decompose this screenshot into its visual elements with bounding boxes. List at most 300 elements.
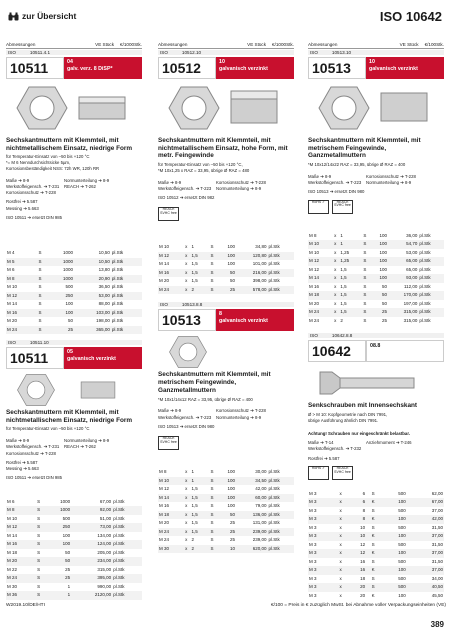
table-cell: 31,50	[431, 541, 443, 547]
table-cell: M 24	[158, 286, 182, 295]
table-cell: 20,90	[74, 275, 111, 284]
table-cell: M 3	[308, 515, 335, 524]
table-row	[158, 528, 294, 537]
table-cell: S	[207, 269, 217, 278]
strength-class: 8	[219, 311, 222, 318]
table-cell: S	[34, 326, 46, 335]
table-row	[308, 283, 444, 292]
product-desc	[6, 154, 142, 171]
references	[158, 408, 294, 430]
table-cell: 500	[398, 490, 406, 496]
ref-link[interactable]: Werkstoffeigensch. ➔ T-223	[158, 185, 212, 191]
ref-link[interactable]: Normunterteilung ➔ 8-9	[366, 180, 412, 186]
table-row	[308, 558, 444, 567]
article-code: 10511.10	[29, 340, 49, 346]
table-cell: 13,80	[98, 267, 110, 273]
table-cell: 100	[380, 515, 407, 524]
reach-badge: REACh SVHC free	[332, 200, 353, 214]
table-cell: pl.Stk	[267, 545, 294, 554]
replaced-note: ISO 10511 ➔ ersetzt DIN 985	[6, 214, 63, 220]
table-cell: M 10	[308, 240, 331, 249]
strength-class: 08.8	[370, 343, 381, 350]
ref-link[interactable]: Maße ➔ 8-9	[308, 173, 332, 179]
table-cell: S	[38, 250, 42, 256]
table-cell: M 20	[309, 300, 320, 306]
table-cell: x	[182, 286, 190, 295]
table-cell: x	[182, 269, 190, 278]
table-cell: S	[33, 591, 44, 600]
table-cell: M 18	[308, 291, 331, 300]
table-cell: M 3	[308, 498, 335, 507]
table-cell: M 3	[309, 575, 317, 581]
article-badge	[64, 347, 142, 369]
table-cell: x	[331, 308, 339, 317]
table-cell: 20	[360, 592, 366, 598]
table-cell: pl.Stk	[418, 257, 444, 266]
references	[158, 180, 294, 202]
binoculars-icon	[8, 12, 19, 21]
table-cell: 54,70	[388, 240, 418, 249]
table-cell: M 10	[309, 249, 320, 255]
article-subheader	[6, 340, 142, 345]
ref-link[interactable]: Werkstoffeigensch. ➔ T-223	[308, 180, 362, 186]
table-cell: 131,00	[252, 520, 267, 526]
references	[308, 174, 444, 196]
table-cell: pl.Stk	[113, 549, 125, 555]
table-cell: 10,50	[98, 250, 110, 256]
table-row	[6, 515, 142, 524]
rostfrei-link[interactable]: Rostfrei ➔ 5.587	[308, 455, 340, 461]
desc-line: für Temperatur-Einsatz von –50 bis +120 °C,	[158, 162, 243, 168]
table-cell: 50	[382, 283, 388, 289]
table-cell: M 30	[158, 545, 182, 554]
table-cell: 100	[227, 469, 235, 475]
table-cell: 2	[190, 286, 207, 295]
warning-note: Achtung! Schrauben nur eingeschränkt belastbar.	[308, 431, 410, 437]
table-cell: 1,5	[190, 252, 207, 261]
table-cell: 1,5	[339, 291, 360, 300]
ref-link[interactable]: REACH ➔ T-262	[64, 444, 96, 450]
table-row	[308, 257, 444, 266]
product-title: Senkschrauben mit Innensechskant	[308, 402, 418, 410]
table-cell: 53,00	[406, 249, 418, 255]
desc-line: *M 10x1,25 x RAZ = 33,95, übrige Ø RAZ = 480	[158, 167, 250, 173]
table-cell: M 3	[308, 583, 335, 592]
table-cell: 1	[190, 477, 207, 486]
column-header	[6, 42, 142, 49]
table-cell: 100	[217, 477, 236, 486]
table-cell: x	[182, 252, 190, 261]
ref-link[interactable]: Werkstoffeigensch. ➔ T-231	[6, 444, 60, 450]
page-footer	[6, 603, 446, 608]
back-label: zur Übersicht	[22, 11, 77, 21]
table-cell: M 20	[159, 520, 170, 526]
table-cell: S	[33, 523, 44, 532]
table-cell: M 4	[7, 250, 15, 256]
article-number: 10512	[158, 57, 216, 79]
table-row	[6, 566, 142, 575]
product-title: Sechskantmuttern mit Klemmteil, mit nichtmetallischem Einsatz, niedrige Form	[6, 409, 133, 424]
table-cell: 10	[217, 545, 236, 554]
table-row	[6, 249, 142, 258]
table-cell: M 6	[7, 498, 15, 504]
table-cell: 60,00	[236, 494, 267, 503]
column-header	[308, 42, 444, 49]
table-cell: M 5	[6, 258, 34, 267]
product-image	[158, 79, 294, 137]
article-code: 10642.8.8	[331, 333, 353, 339]
table-cell: M 6	[7, 267, 15, 273]
table-cell: S	[34, 292, 46, 301]
finish-label: galvanisch verzinkt	[369, 65, 418, 72]
table-cell: pl.Stk	[267, 477, 294, 486]
table-cell: 50	[370, 291, 388, 300]
table-cell: 1,5	[340, 283, 347, 289]
table-cell: 100	[398, 592, 406, 598]
table-cell: 100	[370, 257, 388, 266]
table-cell: 500	[398, 524, 406, 530]
product-title: Sechskantmuttern mit Klemmteil, mit nichtmetallischem Einsatz, hohe Form, mit metr. Feingewinde	[158, 137, 288, 160]
table-cell: 67,00	[407, 498, 444, 507]
table-cell: pl.Stk	[113, 532, 125, 538]
table-cell: S	[38, 267, 42, 273]
table-cell: S	[371, 575, 375, 581]
article-code: 10511.4.1	[29, 50, 51, 55]
desc-line: *M 10x12/14x22 RAZ = 33,95, übrige Ø RAZ = 400	[308, 162, 406, 168]
ref-link[interactable]: Maße ➔ 8-9	[158, 408, 182, 414]
table-cell: pl.Stk	[418, 240, 444, 249]
table-cell: S	[207, 528, 217, 537]
table-cell: 25	[229, 537, 235, 543]
finish-label: galvanisch verzinkt	[219, 65, 268, 72]
table-cell: 1	[191, 469, 194, 475]
price-table	[308, 232, 444, 326]
messing-link[interactable]: Messing ➔ 5.663	[6, 466, 39, 472]
table-cell: 65,00	[406, 266, 418, 272]
table-cell: 100	[380, 549, 407, 558]
table-row	[308, 240, 444, 249]
table-cell: M 12	[6, 523, 33, 532]
hex-nut-icon	[16, 85, 68, 131]
table-cell: x	[185, 278, 188, 284]
table-cell: M 8	[6, 275, 34, 284]
table-cell: x	[182, 494, 190, 503]
table-cell: 1000	[46, 275, 74, 284]
table-cell: 50	[229, 278, 235, 284]
table-row	[308, 291, 444, 300]
table-cell: M 12	[158, 252, 182, 261]
ref-link[interactable]: Korrosionsschutz ➔ T-228	[366, 173, 416, 179]
rostfrei-link[interactable]: Rostfrei ➔ 5.587	[6, 199, 38, 205]
ref-link[interactable]: Normunterteilung ➔ 8-9	[64, 438, 110, 444]
table-cell: pl.Stk	[267, 269, 294, 278]
table-row	[6, 300, 142, 309]
table-cell: 1000	[44, 506, 71, 515]
table-cell: M 36	[6, 591, 33, 600]
ref-link[interactable]: Werkstoffeigensch. ➔ T-231	[6, 183, 60, 189]
table-row	[6, 591, 142, 600]
ref-link[interactable]: Korrosionsschutz ➔ T-228	[6, 190, 56, 196]
table-row	[308, 532, 444, 541]
table-cell: 45,50	[431, 592, 443, 598]
table-cell: S	[371, 524, 375, 530]
table-cell: 1,25	[339, 257, 360, 266]
product-image	[308, 362, 444, 402]
table-row	[158, 519, 294, 528]
table-cell: pl.Stk	[113, 583, 125, 589]
table-cell: 25	[370, 308, 388, 317]
reach-badge: REACh SVHC free	[158, 207, 179, 221]
table-cell: x	[185, 486, 188, 492]
table-cell: pl.Stk	[111, 309, 142, 318]
table-cell: pl.Stk	[268, 486, 280, 492]
replaced-note: ISO 10512 ➔ ersetzt DIN 982	[158, 195, 215, 201]
product-desc	[158, 162, 294, 174]
table-cell: M 14	[308, 274, 331, 283]
ref-link[interactable]: REACH ➔ T-262	[64, 183, 96, 189]
table-cell: S	[210, 244, 214, 250]
table-cell: 500	[380, 583, 407, 592]
table-cell: S	[207, 511, 217, 520]
table-cell: pl.Stk	[111, 301, 124, 307]
table-cell: pl.Stk	[268, 278, 280, 284]
table-cell: 100	[46, 309, 74, 318]
strength-class: 04	[67, 59, 73, 65]
table-cell: M 3	[309, 524, 317, 530]
table-cell: x	[331, 291, 339, 300]
rohs-badge: RoHS ✓	[308, 200, 329, 214]
table-cell: S	[210, 503, 214, 509]
table-cell: 198,00	[96, 318, 110, 324]
table-cell: 100	[380, 566, 407, 575]
table-cell: pl.Stk	[418, 291, 444, 300]
page-number: 389	[430, 620, 444, 629]
table-cell: 62,00	[431, 490, 443, 496]
table-cell: 2	[190, 545, 207, 554]
table-row	[158, 260, 294, 269]
table-cell: 20	[347, 583, 367, 592]
table-cell: x	[335, 566, 347, 575]
table-cell: 25	[217, 528, 236, 537]
table-cell: M 16	[6, 540, 33, 549]
table-cell: S	[33, 557, 44, 566]
table-cell: 53,00	[74, 292, 111, 301]
table-cell: x	[185, 469, 188, 475]
ref-link[interactable]: Werkstoffeigensch. ➔ T-232	[308, 446, 362, 452]
table-row	[308, 524, 444, 533]
table-cell: 40,50	[407, 583, 444, 592]
reach-badge: REACh SVHC free	[158, 436, 179, 450]
table-cell: pl.Stk	[267, 252, 294, 261]
table-cell: 100	[217, 494, 236, 503]
table-cell: 37,00	[431, 507, 443, 513]
table-cell: 30,00	[255, 469, 267, 475]
table-cell: S	[371, 490, 375, 496]
strength-class: 10	[369, 59, 375, 65]
rostfrei-link[interactable]: Rostfrei ➔ 5.587	[6, 459, 38, 465]
header-price: €/1000Stk.	[272, 42, 294, 47]
table-cell: pl.Stk	[112, 540, 142, 549]
table-cell: 100	[380, 498, 407, 507]
ref-link[interactable]: Korrosionsschutz ➔ T-228	[216, 408, 266, 414]
table-cell: S	[360, 308, 370, 317]
table-cell: 100	[227, 261, 235, 267]
table-cell: 67,00	[99, 498, 112, 504]
article-number: 10511	[6, 57, 64, 79]
table-cell: pl.Stk	[111, 326, 142, 335]
iso-label: ISO	[310, 333, 318, 339]
article-number: 10642	[308, 340, 366, 362]
iso-label: ISO	[310, 50, 318, 55]
desc-line: Ø > M 10: Kopfgeometrie nach DIN 7991,	[308, 411, 388, 417]
table-row	[308, 515, 444, 524]
table-cell: 205,00	[97, 549, 112, 555]
table-cell: 315,00	[403, 317, 418, 323]
table-cell: 500	[398, 558, 406, 564]
column-header	[158, 42, 294, 49]
messing-link[interactable]: Messing ➔ 5.663	[6, 205, 39, 211]
table-cell: 34,80	[255, 244, 267, 250]
table-cell: 1,25	[340, 249, 350, 255]
table-cell: 73,00	[71, 523, 112, 532]
table-cell: pl.Stk	[418, 274, 444, 283]
table-cell: x	[334, 249, 337, 255]
table-cell: S	[360, 257, 370, 266]
table-cell: x	[331, 257, 339, 266]
ref-link[interactable]: Maße ➔ 8-9	[6, 438, 30, 444]
desc-line: *= M 6 Nenndurchsichtsicke 5µm,	[6, 160, 71, 166]
ref-link[interactable]: Maße ➔ 8-9	[158, 179, 182, 185]
table-row	[158, 511, 294, 520]
table-cell: 50	[217, 511, 236, 520]
table-cell: M 10	[7, 515, 18, 521]
ref-link[interactable]: Normunterteilung ➔ 8-9	[216, 185, 262, 191]
table-cell: x	[339, 507, 342, 513]
ref-link[interactable]: Normunterteilung ➔ 8-9	[64, 177, 110, 183]
table-cell: 620,00	[236, 545, 267, 554]
table-cell: M 16	[309, 283, 320, 289]
table-cell: S	[34, 258, 46, 267]
table-cell: S	[360, 274, 370, 283]
table-cell: pl.Stk	[268, 537, 280, 543]
table-row	[308, 575, 444, 584]
table-cell: S	[37, 498, 41, 504]
table-cell: 2	[340, 317, 343, 323]
table-cell: M 12	[308, 257, 331, 266]
table-cell: pl.Stk	[268, 244, 280, 250]
table-cell: 239,00	[236, 528, 267, 537]
table-cell: 1,5	[339, 308, 360, 317]
ref-link[interactable]: Normunterteilung ➔ 8-9	[216, 414, 262, 420]
table-cell: pl.Stk	[419, 266, 431, 272]
table-cell: 1,5	[191, 520, 198, 526]
table-cell: M 14	[159, 261, 170, 267]
table-cell: 37,00	[407, 549, 444, 558]
table-cell: S	[207, 494, 217, 503]
table-cell: S	[363, 283, 367, 289]
table-cell: 12	[347, 549, 367, 558]
table-cell: S	[33, 506, 44, 515]
table-cell: pl.Stk	[111, 292, 142, 301]
table-cell: pl.Stk	[113, 515, 125, 521]
table-row	[308, 308, 444, 317]
table-row	[6, 266, 142, 275]
ref-link[interactable]: Anziehmoment ➔ T-246	[366, 440, 412, 446]
table-cell: S	[363, 232, 367, 238]
table-cell: M 16	[6, 309, 34, 318]
table-cell: 1,5	[339, 274, 360, 283]
header-abmessungen: Abmessungen	[308, 42, 338, 47]
table-cell: pl.Stk	[419, 300, 431, 306]
ref-link[interactable]: Maße ➔ 8-9	[6, 177, 30, 183]
table-cell: 25	[44, 574, 71, 583]
price-table	[158, 243, 294, 294]
replaced-note: ISO 10511 ➔ ersetzt DIN 985	[6, 475, 63, 481]
table-cell: pl.Stk	[419, 249, 431, 255]
table-row	[6, 506, 142, 515]
table-cell: 2	[191, 537, 194, 543]
table-cell: x	[185, 537, 188, 543]
desc-line: für Temperatur-Einsatz von –50 bis +120 °C	[6, 426, 90, 432]
hex-nut-side-icon	[78, 93, 126, 123]
ref-link[interactable]: Werkstoffeigensch. ➔ T-223	[158, 414, 212, 420]
replaced-note: ISO 10513 ➔ ersetzt DIN 980	[308, 189, 365, 195]
table-cell: 1	[44, 591, 71, 600]
table-cell: 25	[46, 326, 74, 335]
table-cell: M 3	[308, 549, 335, 558]
hex-nut-side-icon	[230, 87, 278, 127]
iso-label: ISO	[160, 302, 168, 308]
table-cell: pl.Stk	[267, 528, 294, 537]
table-cell: 315,00	[388, 308, 418, 317]
table-cell: 100	[44, 540, 71, 549]
table-cell: K	[366, 515, 380, 524]
iso-label: ISO	[160, 50, 168, 55]
table-row	[158, 269, 294, 278]
table-cell: pl.Stk	[267, 286, 294, 295]
article-box-10512	[158, 57, 294, 79]
table-cell: 1,5	[191, 503, 198, 509]
table-cell: 120,80	[236, 252, 267, 261]
table-cell: M 3	[309, 558, 317, 564]
table-cell: pl.Stk	[112, 591, 142, 600]
table-cell: M 24	[6, 574, 33, 583]
table-cell: 42,00	[407, 515, 444, 524]
ref-link[interactable]: Korrosionsschutz ➔ T-228	[6, 450, 56, 456]
table-cell: 50	[217, 269, 236, 278]
table-cell: x	[335, 549, 347, 558]
ref-link[interactable]: Korrosionsschutz ➔ T-228	[216, 179, 266, 185]
table-cell: 8	[362, 507, 366, 513]
table-cell: 42,00	[255, 486, 267, 492]
table-cell: S	[366, 583, 380, 592]
table-cell: 25	[217, 286, 236, 295]
footer-version: W2019.10/DE/HTI	[6, 603, 45, 608]
ref-link[interactable]: Maße ➔ T-14	[308, 440, 334, 446]
table-cell: S	[37, 566, 41, 572]
table-cell: 1,5	[340, 300, 347, 306]
table-cell: 990,00	[97, 583, 112, 589]
desc-line: für Temperatur-Einsatz von –50 bis +120 °C	[6, 154, 90, 160]
table-row	[308, 592, 444, 601]
table-cell: S	[363, 317, 367, 323]
table-row	[308, 583, 444, 592]
table-cell: 100	[379, 249, 388, 255]
table-cell: 136,00	[236, 511, 267, 520]
table-cell: x	[335, 532, 347, 541]
back-to-overview-link[interactable]	[8, 11, 76, 21]
table-cell: 1	[191, 244, 194, 250]
